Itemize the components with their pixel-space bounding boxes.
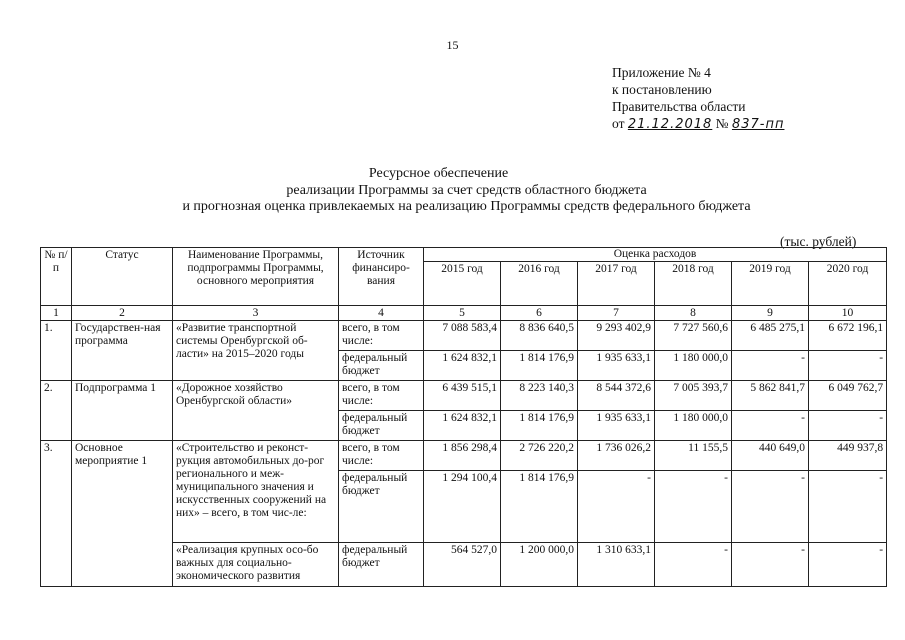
row-value: 7 088 583,4 xyxy=(424,321,501,351)
row-value: 9 293 402,9 xyxy=(578,321,655,351)
appendix-date-line xyxy=(612,115,784,133)
row-value: 1 814 176,9 xyxy=(501,471,578,543)
header-year: 2015 год xyxy=(424,262,501,306)
header-source: Источник финансиро-вания xyxy=(339,248,424,306)
row-source: всего, в том числе: xyxy=(339,321,424,351)
table-row xyxy=(41,381,887,411)
row-source: федеральный бюджет xyxy=(339,351,424,381)
title-line-1: Ресурсное обеспечение xyxy=(368,166,509,181)
row-value: - xyxy=(732,471,809,543)
budget-table xyxy=(40,247,887,587)
row-value: - xyxy=(655,543,732,587)
column-number: 10 xyxy=(809,306,887,321)
row-value: 5 862 841,7 xyxy=(732,381,809,411)
row-value: 8 223 140,3 xyxy=(501,381,578,411)
row-name: «Дорожное хозяйство Оренбургской области» xyxy=(173,381,339,441)
row-value: 7 005 393,7 xyxy=(655,381,732,411)
row-value: 1 180 000,0 xyxy=(655,411,732,441)
row-value: 1 856 298,4 xyxy=(424,441,501,471)
column-number: 9 xyxy=(732,306,809,321)
row-value: - xyxy=(732,351,809,381)
appendix-line-1: Приложение № 4 xyxy=(612,65,711,80)
row-name: «Развитие транспортной системы Оренбургской об-ласти» на 2015–2020 годы xyxy=(173,321,339,381)
column-number: 3 xyxy=(173,306,339,321)
title-line-2: реализации Программы за счет средств областного бюджета xyxy=(286,182,647,198)
header-year: 2020 год xyxy=(809,262,887,306)
row-value: 1 814 176,9 xyxy=(501,351,578,381)
row-value: 6 049 762,7 xyxy=(809,381,887,411)
row-value: - xyxy=(578,471,655,543)
row-value: 1 935 633,1 xyxy=(578,351,655,381)
row-value: 1 736 026,2 xyxy=(578,441,655,471)
row-value: - xyxy=(732,411,809,441)
row-value: 1 180 000,0 xyxy=(655,351,732,381)
row-source: всего, в том числе: xyxy=(339,441,424,471)
column-number: 5 xyxy=(424,306,501,321)
row-value: - xyxy=(732,543,809,587)
row-value: - xyxy=(809,351,887,381)
row-status: Государствен-ная программа xyxy=(72,321,173,381)
row-value: 449 937,8 xyxy=(809,441,887,471)
row-value: 1 935 633,1 xyxy=(578,411,655,441)
number-label: № xyxy=(715,116,729,131)
from-label: от xyxy=(612,116,625,131)
table-row xyxy=(41,321,887,351)
title-line-3: и прогнозная оценка привлекаемых на реализацию Программы средств федерального бюджета xyxy=(182,199,751,214)
row-value: 11 155,5 xyxy=(655,441,732,471)
column-number-row xyxy=(41,306,887,321)
header-row xyxy=(41,248,887,262)
header-num: № п/п xyxy=(41,248,72,306)
document-title xyxy=(0,166,905,216)
column-number: 1 xyxy=(41,306,72,321)
handwritten-number: 837-пп xyxy=(731,117,785,132)
handwritten-date: 21.12.2018 xyxy=(627,117,713,132)
header-year: 2018 год xyxy=(655,262,732,306)
row-value: 1 200 000,0 xyxy=(501,543,578,587)
header-status: Статус xyxy=(72,248,173,306)
row-value: 440 649,0 xyxy=(732,441,809,471)
row-value: 6 485 275,1 xyxy=(732,321,809,351)
row-value: - xyxy=(809,411,887,441)
column-number: 7 xyxy=(578,306,655,321)
appendix-line-2: к постановлению xyxy=(612,82,712,97)
units-label: (тыс. рублей) xyxy=(780,234,857,249)
column-number: 6 xyxy=(501,306,578,321)
row-value: 6 439 515,1 xyxy=(424,381,501,411)
column-number: 2 xyxy=(72,306,173,321)
row-value: 1 814 176,9 xyxy=(501,411,578,441)
row-value: 8 544 372,6 xyxy=(578,381,655,411)
row-value: - xyxy=(809,471,887,543)
header-name: Наименование Программы, подпрограммы Программы, основного мероприятия xyxy=(173,248,339,306)
row-number: 2. xyxy=(41,381,72,441)
row-value: - xyxy=(809,543,887,587)
row-status: Подпрограмма 1 xyxy=(72,381,173,441)
header-year: 2019 год xyxy=(732,262,809,306)
row-value: 8 836 640,5 xyxy=(501,321,578,351)
column-number: 4 xyxy=(339,306,424,321)
row-name: «Строительство и реконст-рукция автомобильных до-рог регионального и меж-муниципального значения и искусственных сооружений на них» – всего, в том чис-ле: xyxy=(173,441,339,543)
row-value: 2 726 220,2 xyxy=(501,441,578,471)
table-row xyxy=(41,441,887,471)
header-year: 2017 год xyxy=(578,262,655,306)
page-number: 15 xyxy=(446,38,459,52)
header-year: 2016 год xyxy=(501,262,578,306)
column-number: 8 xyxy=(655,306,732,321)
header-estimate: Оценка расходов xyxy=(424,248,887,262)
row-name: «Реализация крупных осо-бо важных для социально-экономического развития xyxy=(173,543,339,587)
row-value: 1 294 100,4 xyxy=(424,471,501,543)
row-value: 7 727 560,6 xyxy=(655,321,732,351)
row-source: федеральный бюджет xyxy=(339,543,424,587)
row-number: 3. xyxy=(41,441,72,587)
row-number: 1. xyxy=(41,321,72,381)
row-source: федеральный бюджет xyxy=(339,471,424,543)
row-status: Основное мероприятие 1 xyxy=(72,441,173,587)
appendix-line-3: Правительства области xyxy=(612,99,746,114)
row-value: 564 527,0 xyxy=(424,543,501,587)
appendix-block xyxy=(612,64,784,133)
row-source: федеральный бюджет xyxy=(339,411,424,441)
row-value: - xyxy=(655,471,732,543)
row-value: 6 672 196,1 xyxy=(809,321,887,351)
row-value: 1 310 633,1 xyxy=(578,543,655,587)
row-value: 1 624 832,1 xyxy=(424,351,501,381)
row-value: 1 624 832,1 xyxy=(424,411,501,441)
row-source: всего, в том числе: xyxy=(339,381,424,411)
